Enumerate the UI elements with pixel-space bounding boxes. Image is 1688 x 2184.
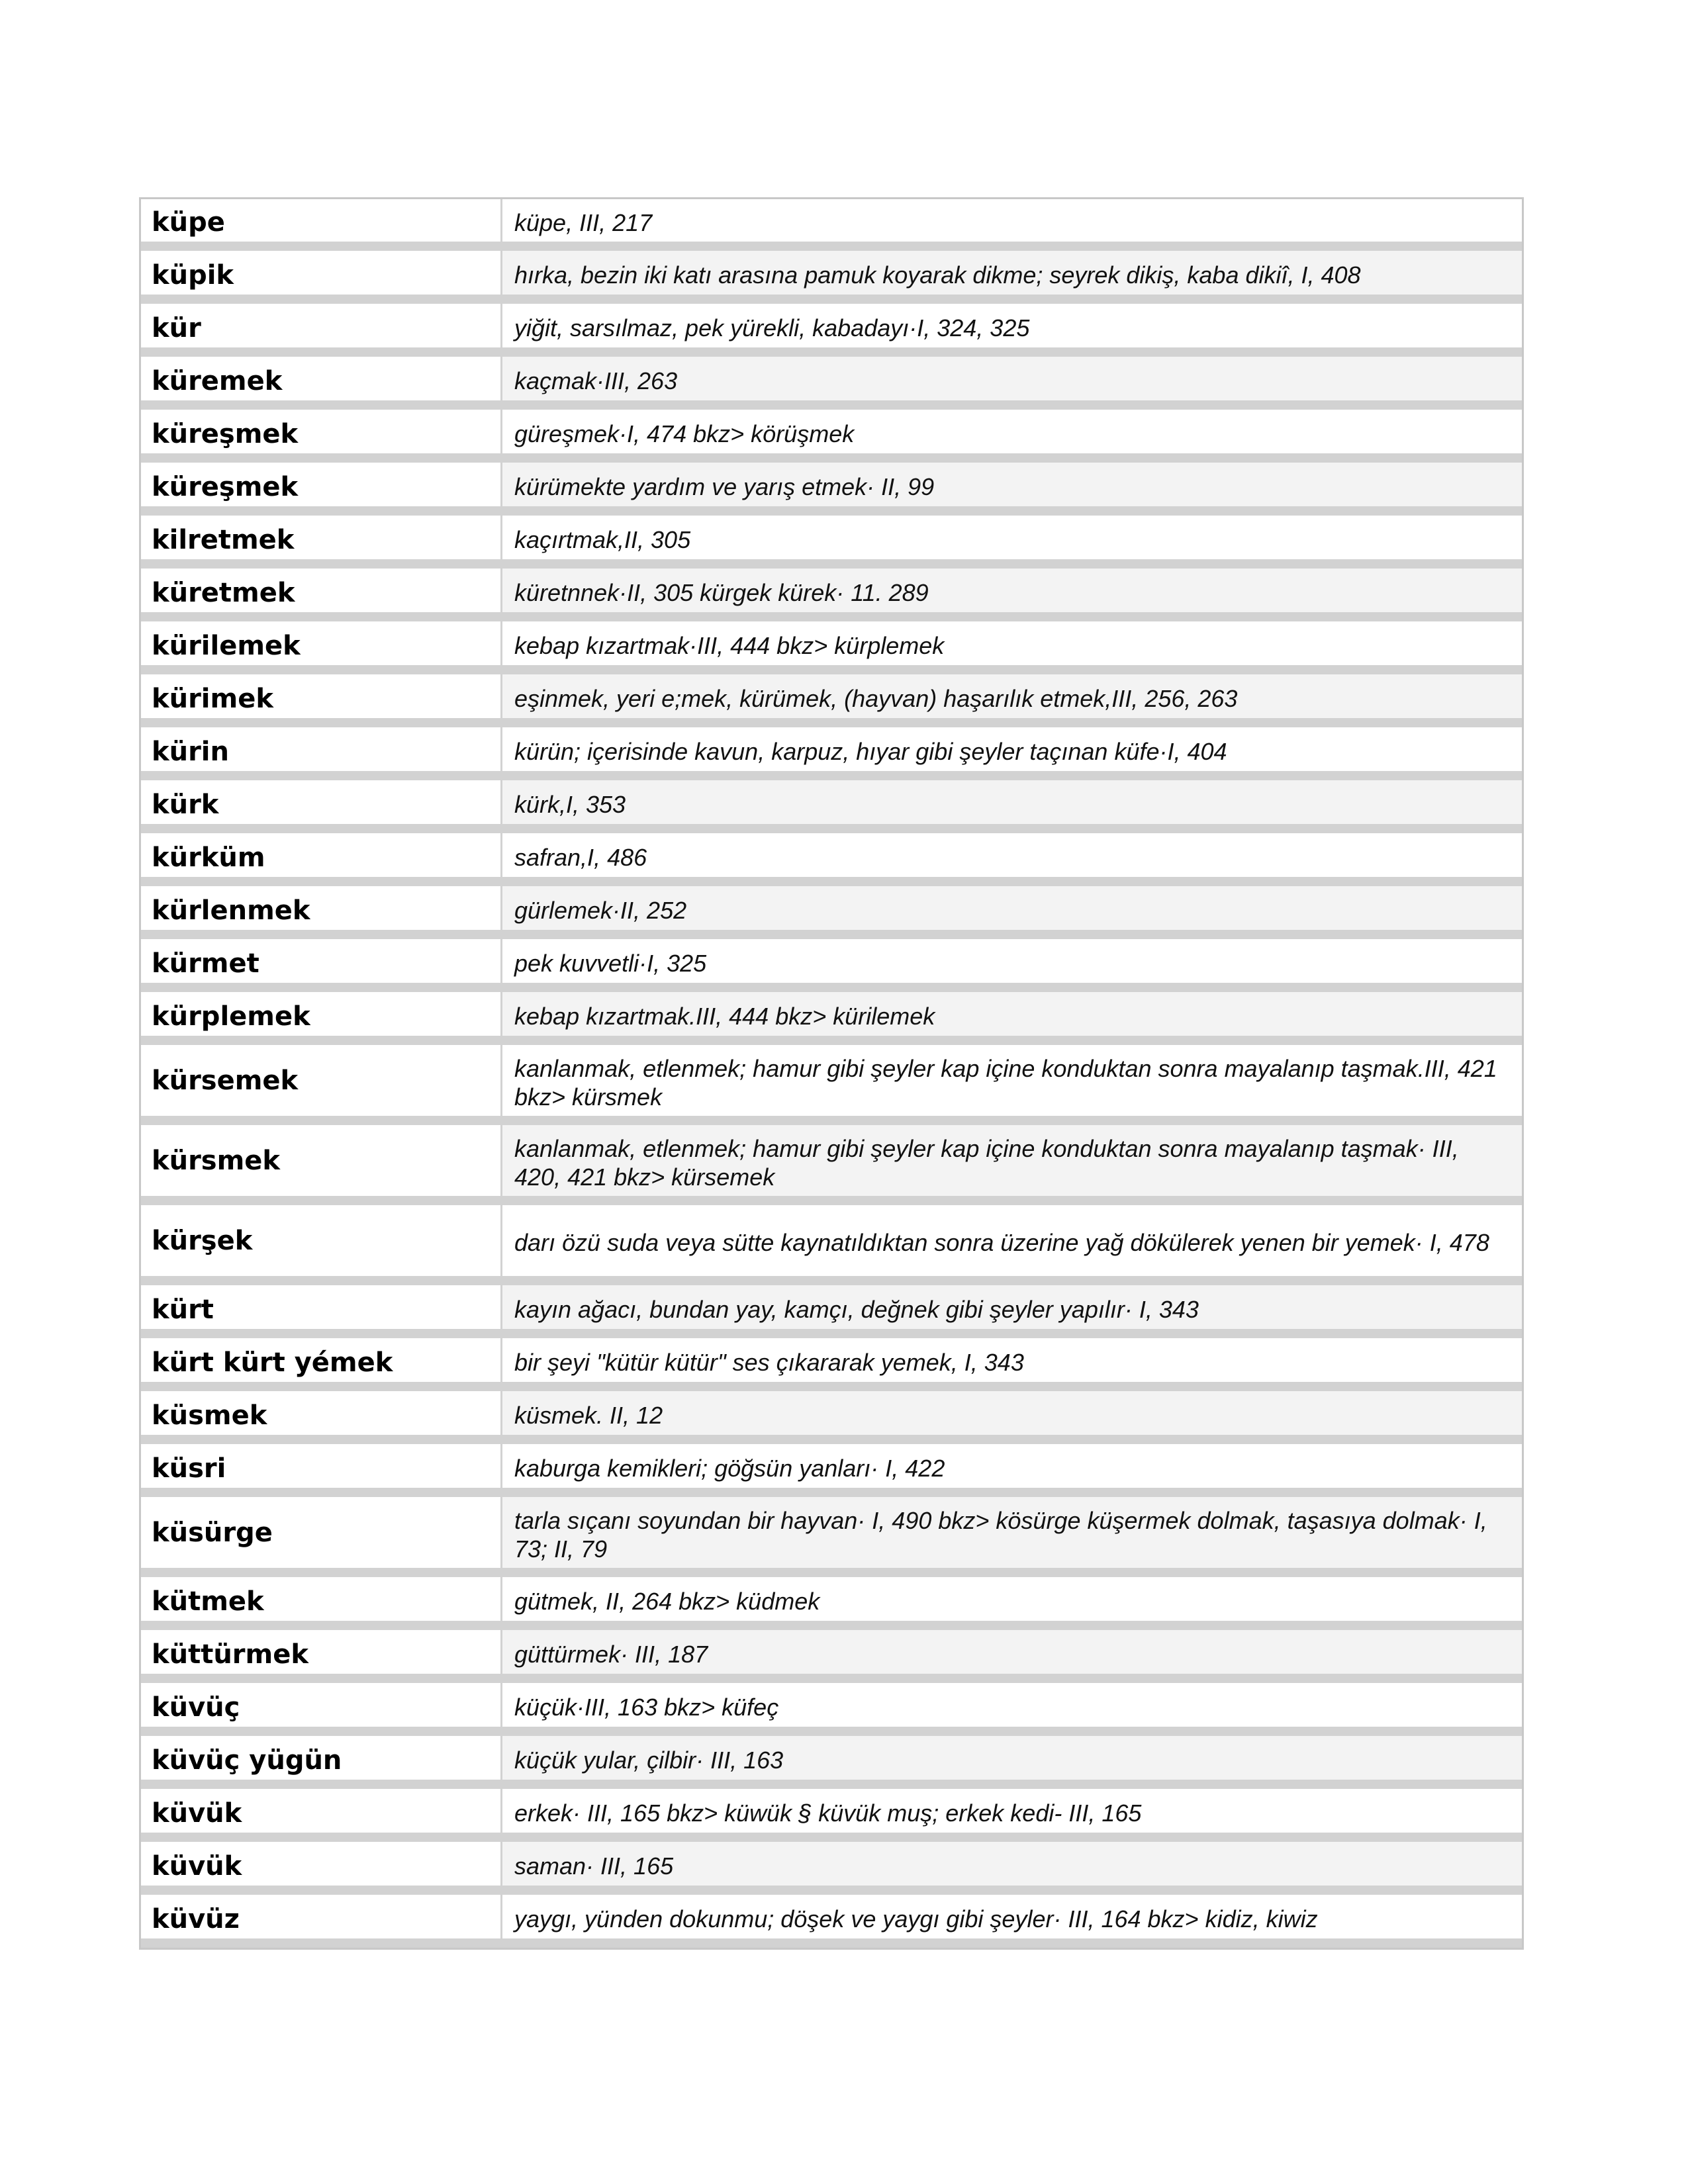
entry-definition: güttürmek· III, 187 bbox=[502, 1630, 1522, 1674]
entry-term: küsmek bbox=[141, 1391, 502, 1435]
table-row bbox=[141, 516, 1522, 569]
entry-definition: kürün; içerisinde kavun, karpuz, hıyar gibi şeyler taçınan küfe·I, 404 bbox=[514, 737, 1227, 765]
entry-term: küpe bbox=[141, 199, 502, 242]
table-row bbox=[141, 1842, 1522, 1895]
table-row bbox=[141, 1125, 1522, 1205]
entry-definition: küçük·III, 163 bkz> küfeç bbox=[514, 1693, 779, 1721]
entry-term: kürmet bbox=[141, 939, 502, 983]
table-row bbox=[141, 1285, 1522, 1338]
entry-definition: kaburga kemikleri; göğsün yanları· I, 422 bbox=[514, 1454, 945, 1482]
entry-term: küreşmek bbox=[141, 463, 502, 506]
entry-term: kürimek bbox=[141, 674, 502, 718]
table-row bbox=[141, 833, 1522, 886]
table-row bbox=[141, 674, 1522, 727]
table-row bbox=[141, 1736, 1522, 1789]
entry-term: kürşek bbox=[141, 1205, 502, 1276]
entry-term: kürplemek bbox=[141, 992, 502, 1036]
entry-definition: gütmek, II, 264 bkz> küdmek bbox=[514, 1587, 820, 1615]
entry-definition: safran,I, 486 bbox=[514, 843, 647, 871]
table-row bbox=[141, 1577, 1522, 1630]
entry-definition: kebap kızartmak·III, 444 bkz> kürplemek bbox=[514, 631, 945, 659]
dictionary-table bbox=[139, 197, 1524, 1950]
table-row bbox=[141, 1205, 1522, 1285]
entry-term: kürilemek bbox=[141, 621, 502, 665]
table-row bbox=[141, 886, 1522, 939]
entry-term: küvüz bbox=[141, 1895, 502, 1938]
entry-term: kürlenmek bbox=[141, 886, 502, 930]
table-row bbox=[141, 780, 1522, 833]
entry-definition: eşinmek, yeri e;mek, kürümek, (hayvan) haşarılık etmek,III, 256, 263 bbox=[502, 674, 1522, 718]
entry-definition: kanlanmak, etlenmek; hamur gibi şeyler kap içine konduktan sonra mayalanıp taşmak· III, 420, 421 bkz> kürsemek bbox=[502, 1125, 1522, 1196]
entry-term: kürin bbox=[141, 727, 502, 771]
entry-definition: kürümekte yardım ve yarış etmek· II, 99 bbox=[502, 463, 1522, 506]
entry-definition: kayın ağacı, bundan yay, kamçı, değnek gibi şeyler yapılır· I, 343 bbox=[502, 1285, 1522, 1329]
entry-term: kürt bbox=[141, 1285, 502, 1329]
entry-term: küreşmek bbox=[141, 410, 502, 453]
entry-definition: küretnnek·II, 305 kürgek kürek· 11. 289 bbox=[502, 569, 1522, 612]
entry-definition: kebap kızartmak.III, 444 bkz> kürilemek bbox=[502, 992, 1522, 1036]
entry-term: kür bbox=[141, 304, 502, 347]
entry-definition: küsmek. II, 12 bbox=[502, 1391, 1522, 1435]
entry-term: küvüç bbox=[141, 1683, 502, 1727]
entry-definition: küçük yular, çilbir· III, 163 bbox=[502, 1736, 1522, 1780]
entry-term: kilretmek bbox=[141, 516, 502, 559]
entry-definition: bir şeyi "kütür kütür" ses çıkararak yemek, I, 343 bbox=[514, 1348, 1024, 1376]
entry-definition: güreşmek·I, 474 bkz> körüşmek bbox=[514, 420, 855, 447]
table-row bbox=[141, 1497, 1522, 1577]
entry-definition: pek kuvvetli·I, 325 bbox=[514, 949, 707, 977]
entry-term: kürküm bbox=[141, 833, 502, 877]
table-row bbox=[141, 304, 1522, 357]
table-row bbox=[141, 410, 1522, 463]
entry-definition: kürk,I, 353 bbox=[502, 780, 1522, 824]
entry-definition: gürlemek·II, 252 bbox=[502, 886, 1522, 930]
entry-term: küsri bbox=[141, 1444, 502, 1488]
table-row bbox=[141, 1895, 1522, 1948]
entry-definition: saman· III, 165 bbox=[502, 1842, 1522, 1886]
table-row bbox=[141, 992, 1522, 1045]
entry-definition: darı özü suda veya sütte kaynatıldıktan sonra üzerine yağ dökülerek yenen bir yemek· I, 478 bbox=[514, 1229, 1489, 1256]
table-row bbox=[141, 1444, 1522, 1497]
table-row bbox=[141, 1391, 1522, 1444]
table-row bbox=[141, 939, 1522, 992]
table-row bbox=[141, 1338, 1522, 1391]
entry-term: küpik bbox=[141, 251, 502, 295]
table-row bbox=[141, 1683, 1522, 1736]
entry-definition: hırka, bezin iki katı arasına pamuk koyarak dikme; seyrek dikiş, kaba dikiî, I, 408 bbox=[502, 251, 1522, 295]
entry-term: küsürge bbox=[141, 1497, 502, 1568]
entry-term: kürk bbox=[141, 780, 502, 824]
table-row bbox=[141, 463, 1522, 516]
entry-definition: tarla sıçanı soyundan bir hayvan· I, 490 bkz> kösürge küşermek dolmak, taşasıya dolmak· I, 73; II, 79 bbox=[502, 1497, 1522, 1568]
table-row bbox=[141, 727, 1522, 780]
entry-definition: kaçmak·III, 263 bbox=[502, 357, 1522, 400]
entry-definition: yiğit, sarsılmaz, pek yürekli, kabadayı·I, 324, 325 bbox=[514, 314, 1030, 341]
entry-term: küremek bbox=[141, 357, 502, 400]
table-row bbox=[141, 357, 1522, 410]
entry-term: küttürmek bbox=[141, 1630, 502, 1674]
table-row bbox=[141, 1789, 1522, 1842]
table-row bbox=[141, 1045, 1522, 1125]
table-row bbox=[141, 251, 1522, 304]
entry-definition: küpe, III, 217 bbox=[514, 208, 653, 236]
entry-definition: yaygı, yünden dokunmu; döşek ve yaygı gibi şeyler· III, 164 bkz> kidiz, kiwiz bbox=[514, 1905, 1318, 1933]
table-row bbox=[141, 1630, 1522, 1683]
table-row bbox=[141, 569, 1522, 621]
entry-term: küvük bbox=[141, 1789, 502, 1833]
entry-term: kürsemek bbox=[141, 1045, 502, 1116]
entry-definition: kanlanmak, etlenmek; hamur gibi şeyler kap içine konduktan sonra mayalanıp taşmak.III, 421 bkz> kürsmek bbox=[514, 1054, 1497, 1111]
entry-term: küvük bbox=[141, 1842, 502, 1886]
entry-term: küretmek bbox=[141, 569, 502, 612]
entry-definition: erkek· III, 165 bkz> küwük § küvük muş; erkek kedi- III, 165 bbox=[514, 1799, 1142, 1827]
entry-term: kürt kürt yémek bbox=[141, 1338, 502, 1382]
entry-term: küvüç yügün bbox=[141, 1736, 502, 1780]
entry-definition: kaçırtmak,II, 305 bbox=[514, 525, 691, 553]
entry-term: kütmek bbox=[141, 1577, 502, 1621]
entry-term: kürsmek bbox=[141, 1125, 502, 1196]
table-row bbox=[141, 199, 1522, 251]
table-row bbox=[141, 621, 1522, 674]
